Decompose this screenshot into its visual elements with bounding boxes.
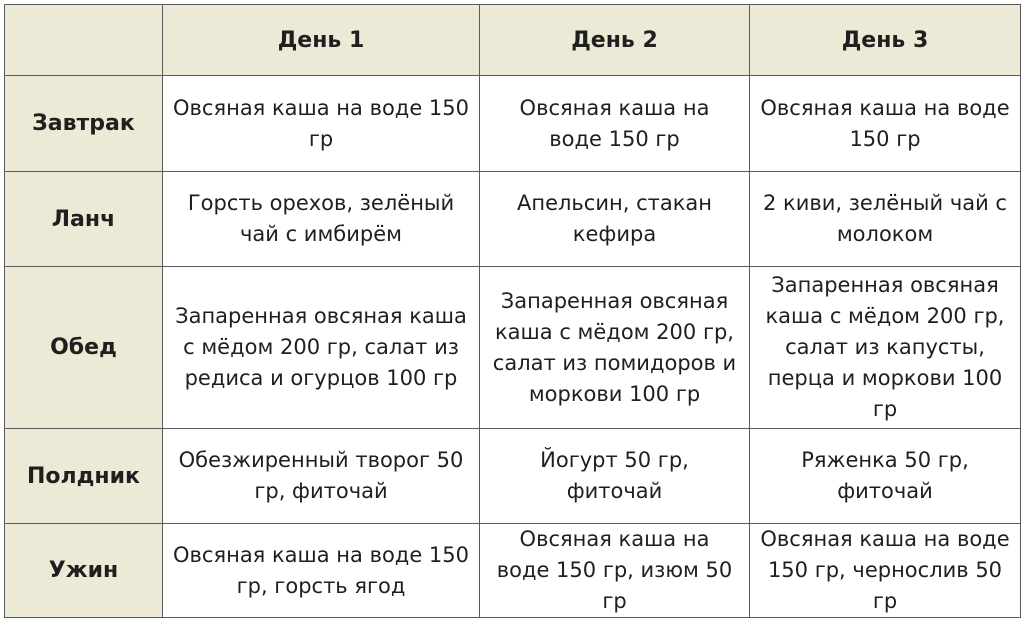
column-header-day-2: День 2 (480, 5, 750, 76)
table-row (5, 76, 1021, 172)
table-cell: 2 киви, зелёный чай с молоком (750, 172, 1021, 267)
table-header-row (5, 5, 1021, 76)
table-cell: Запаренная овсяная каша с мёдом 200 гр, салат из помидоров и моркови 100 гр (480, 267, 750, 429)
row-header-meal: Ужин (5, 524, 163, 618)
meal-plan-table (4, 4, 1021, 618)
table-cell: Овсяная каша на воде 150 гр, изюм 50 гр (480, 524, 750, 618)
table-cell: Запаренная овсяная каша с мёдом 200 гр, салат из капусты, перца и моркови 100 гр (750, 267, 1021, 429)
row-header-meal: Полдник (5, 429, 163, 524)
table-row (5, 524, 1021, 618)
column-header-day-3: День 3 (750, 5, 1021, 76)
table-cell: Ряженка 50 гр, фиточай (750, 429, 1021, 524)
row-header-meal: Обед (5, 267, 163, 429)
meal-plan-container (4, 4, 1020, 616)
column-header-day-1: День 1 (163, 5, 480, 76)
table-cell: Овсяная каша на воде 150 гр, горсть ягод (163, 524, 480, 618)
row-header-meal: Ланч (5, 172, 163, 267)
table-cell: Горсть орехов, зелёный чай с имбирём (163, 172, 480, 267)
table-cell: Овсяная каша на воде 150 гр (750, 76, 1021, 172)
table-row (5, 267, 1021, 429)
table-row (5, 172, 1021, 267)
table-cell: Обезжиренный творог 50 гр, фиточай (163, 429, 480, 524)
table-cell: Запаренная овсяная каша с мёдом 200 гр, салат из редиса и огурцов 100 гр (163, 267, 480, 429)
table-cell: Овсяная каша на воде 150 гр (480, 76, 750, 172)
table-row (5, 429, 1021, 524)
table-cell: Овсяная каша на воде 150 гр, чернослив 50 гр (750, 524, 1021, 618)
table-cell: Апельсин, стакан кефира (480, 172, 750, 267)
row-header-meal: Завтрак (5, 76, 163, 172)
table-cell: Йогурт 50 гр, фиточай (480, 429, 750, 524)
table-corner-cell (5, 5, 163, 76)
table-cell: Овсяная каша на воде 150 гр (163, 76, 480, 172)
